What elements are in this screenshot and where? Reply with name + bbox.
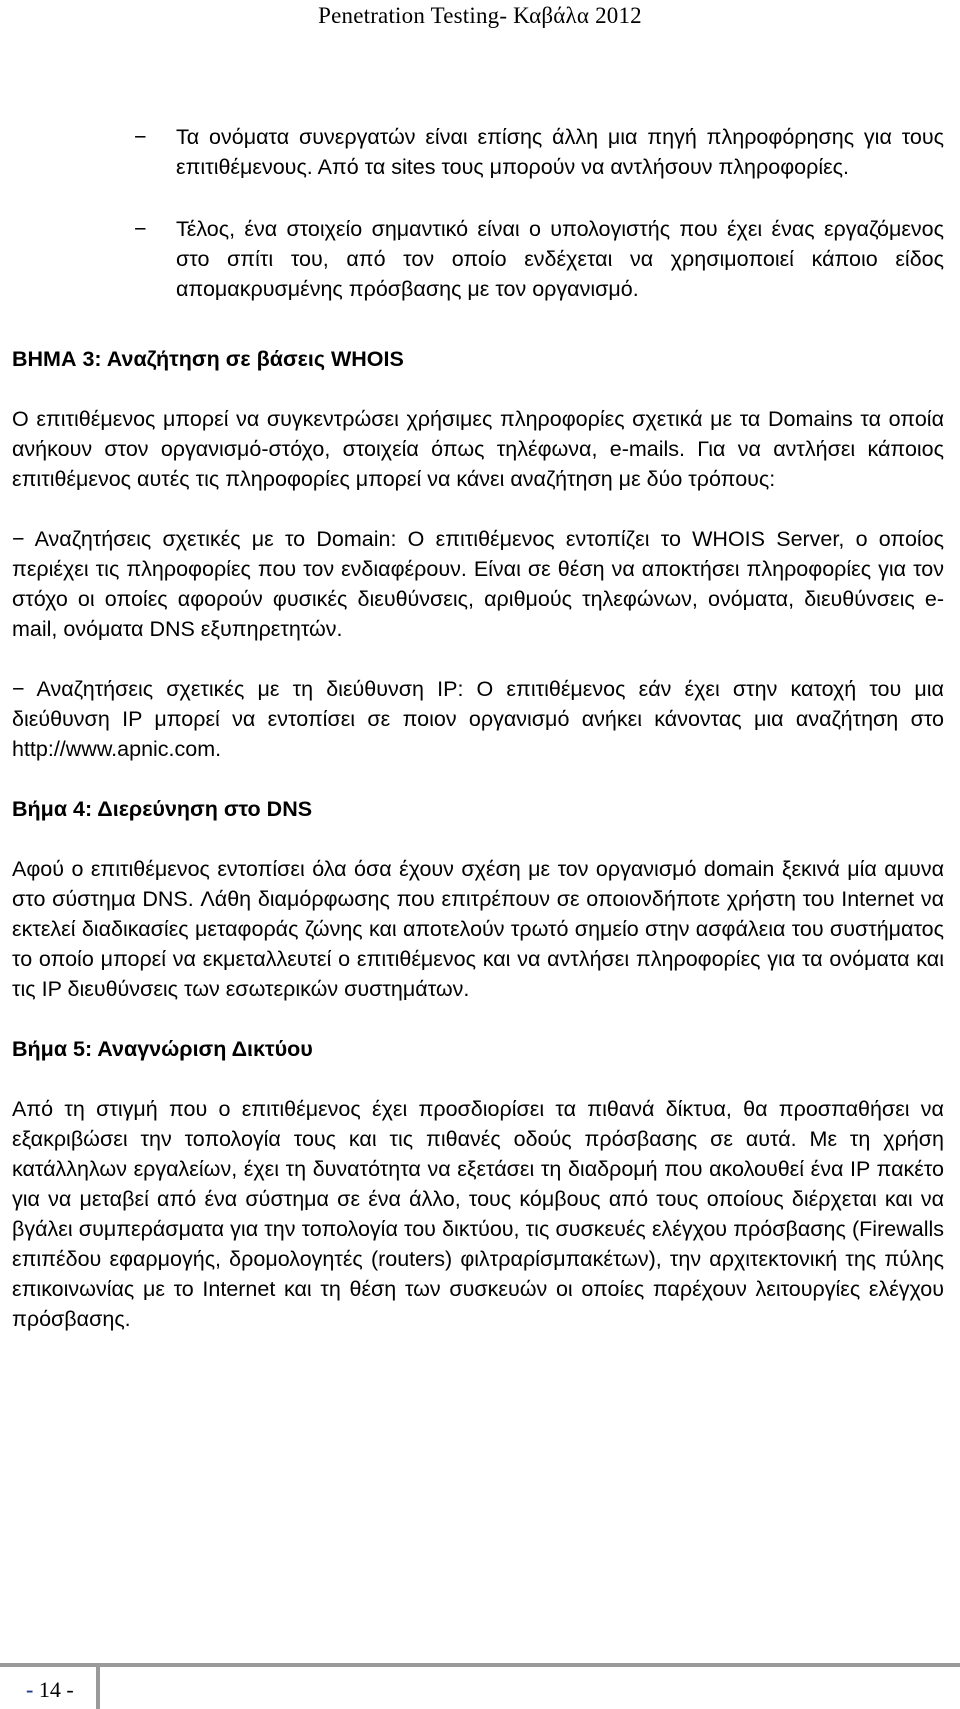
bullet-text: Τα ονόματα συνεργατών είναι επίσης άλλη μια πηγή πληροφόρησης για τους επιτιθέμενους. Από τα sites τους μπορούν να αντλήσουν πληροφορίες. (176, 125, 944, 179)
step3-domain-search-paragraph: − Αναζητήσεις σχετικές με το Domain: Ο επιτιθέμενος εντοπίζει το WHOIS Server, ο οποίος περιέχει τις πληροφορίες που τον ενδιαφέρουν. Είναι σε θέση να αποκτήσει πληροφορίες για τον στόχο οι οποίες αφορούν φυσικές διευθύνσεις, αριθμούς τηλεφώνων, ονόματα, διευθύνσεις e-mail, ονόματα DNS εξυπηρετητών. (12, 527, 944, 641)
page-number-dash: - (26, 1677, 34, 1702)
bullet-item-partners (12, 122, 944, 182)
page-number-value: 14 - (38, 1677, 74, 1702)
step4-heading: Βήμα 4: Διερεύνηση στο DNS (12, 797, 313, 821)
step5-paragraph: Από τη στιγμή που ο επιτιθέμενος έχει προσδιορίσει τα πιθανά δίκτυα, θα προσπαθήσει να εξακριβώσει την τοπολογία τους και τις πιθανές οδούς πρόσβασης σε αυτά. Με τη χρήση κατάλληλων εργαλείων, έχει τη δυνατότητα να εξετάσει τη διαδρομή που ακολουθεί ένα IP πακέτο για να μεταβεί από ένα σύστημα σε ένα άλλο, τους κόμβους από τους οποίους διέρχεται και να βγάλει συμπεράσματα για την τοπολογία του δικτύου, τις συσκευές ελέγχου πρόσβασης (Firewalls επιπέδου εφαρμογής, δρομολογητές (routers) φιλτραρίσμπακέτων), την αρχιτεκτονική της πύλης επικοινωνίας με το Internet και τη θέση των συσκευών οι οποίες παρέχουν λειτουργίες ελέγχου πρόσβασης. (12, 1097, 944, 1331)
page-header-title: Penetration Testing- Καβάλα 2012 (318, 3, 642, 28)
step3-ip-search-paragraph: − Αναζητήσεις σχετικές με τη διεύθυνση IP: Ο επιτιθέμενος εάν έχει στην κατοχή του μια διεύθυνση IP μπορεί να εντοπίσει σε ποιον οργανισμό ανήκει κάνοντας μια αναζήτηση στο http://www.apnic.com. (12, 677, 944, 761)
bullet-dash: − (134, 217, 147, 241)
step3-intro-paragraph: Ο επιτιθέμενος μπορεί να συγκεντρώσει χρήσιμες πληροφορίες σχετικά με τα Domains τα οποία ανήκουν στον οργανισμό-στόχο, στοιχεία όπως τηλέφωνα, e-mails. Για να αντλήσει κάποιος επιτιθέμενος αυτές τις πληροφορίες μπορεί να κάνει αναζήτηση με δύο τρόπους: (12, 407, 944, 491)
footer-rule (0, 1663, 960, 1667)
bullet-dash: − (134, 125, 147, 149)
step3-heading: ΒΗΜΑ 3: Αναζήτηση σε βάσεις WHOIS (12, 347, 404, 371)
step5-heading: Βήμα 5: Αναγνώριση Δικτύου (12, 1037, 313, 1061)
bullet-text: Τέλος, ένα στοιχείο σημαντικό είναι ο υπολογιστής που έχει ένας εργαζόμενος στο σπίτι του, από τον οποίο ενδέχεται να χρησιμοποιεί κάποιο είδος απομακρυσμένης πρόσβασης με τον οργανισμό. (176, 217, 944, 301)
document-body (12, 122, 944, 1364)
page-number (26, 1677, 74, 1703)
step4-paragraph: Αφού ο επιτιθέμενος εντοπίσει όλα όσα έχουν σχέση με τον οργανισμό domain ξεκινά μία αμυνα στο σύστημα DNS. Λάθη διαμόρφωσης που επιτρέπουν σε οποιονδήποτε χρήστη του Internet να εκτελεί διαδικασίες μεταφοράς ζώνης και αποτελούν τρωτό σημείο στην ασφάλεια του συστήματος το οποίο μπορεί να εκμεταλλευτεί ο επιτιθέμενος και να αντλήσει πληροφορίες για τα ονόματα και τις IP διευθύνσεις των εσωτερικών συστημάτων. (12, 857, 944, 1001)
bullet-item-home-computer (12, 214, 944, 304)
